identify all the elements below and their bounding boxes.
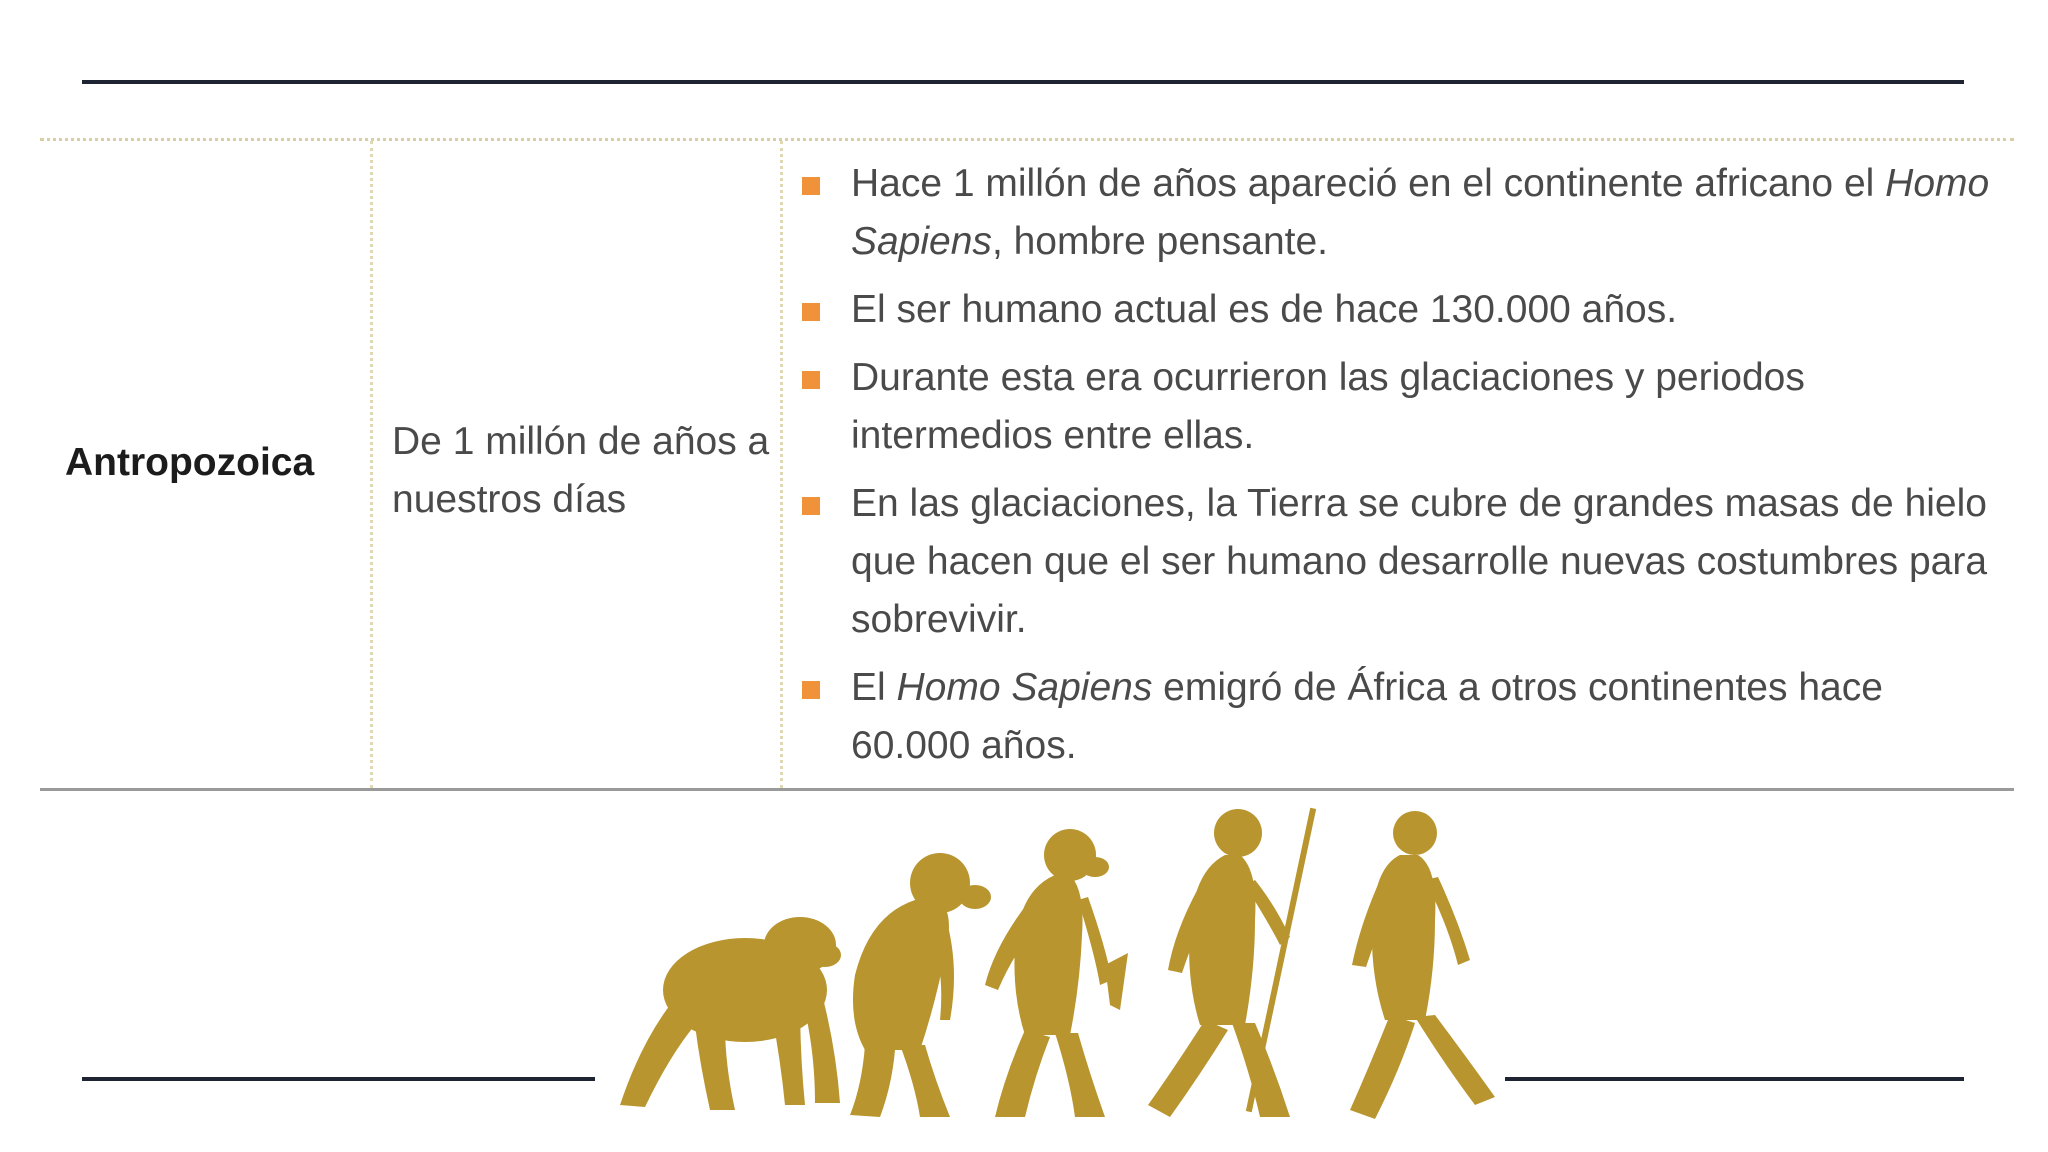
bottom-right-divider-line [1505,1077,1964,1081]
square-bullet-icon [802,303,820,321]
era-period: De 1 millón de años a nuestros días [392,420,770,521]
early-hominid-silhouette-icon [850,853,991,1117]
fact-item: Hace 1 millón de años apareció en el continente africano el Homo Sapiens, hombre pensante. [802,155,2002,271]
era-facts-list [802,155,2002,785]
square-bullet-icon [802,177,820,195]
top-divider-line [82,80,1964,84]
column-separator [370,141,373,788]
tool-hominid-silhouette-icon [985,829,1128,1117]
fact-item: El ser humano actual es de hace 130.000 años. [802,281,2002,339]
fact-item: Durante esta era ocurrieron las glaciaciones y periodos intermedios entre ellas. [802,349,2002,465]
spear-hominid-silhouette-icon [1148,808,1316,1117]
bottom-left-divider-line [82,1077,595,1081]
fact-item: En las glaciaciones, la Tierra se cubre de grandes masas de hielo que hacen que el ser humano desarrolle nuevas costumbres para sobrevivir. [802,475,2002,649]
fact-item: El Homo Sapiens emigró de África a otros continentes hace 60.000 años. [802,659,2002,775]
ape-silhouette-icon [620,917,841,1110]
modern-human-silhouette-icon [1350,811,1495,1119]
era-table [40,138,2014,791]
era-name: Antropozoica [65,441,315,484]
square-bullet-icon [802,497,820,515]
square-bullet-icon [802,371,820,389]
human-evolution-icon [600,805,1500,1135]
square-bullet-icon [802,681,820,699]
column-separator [780,141,783,788]
